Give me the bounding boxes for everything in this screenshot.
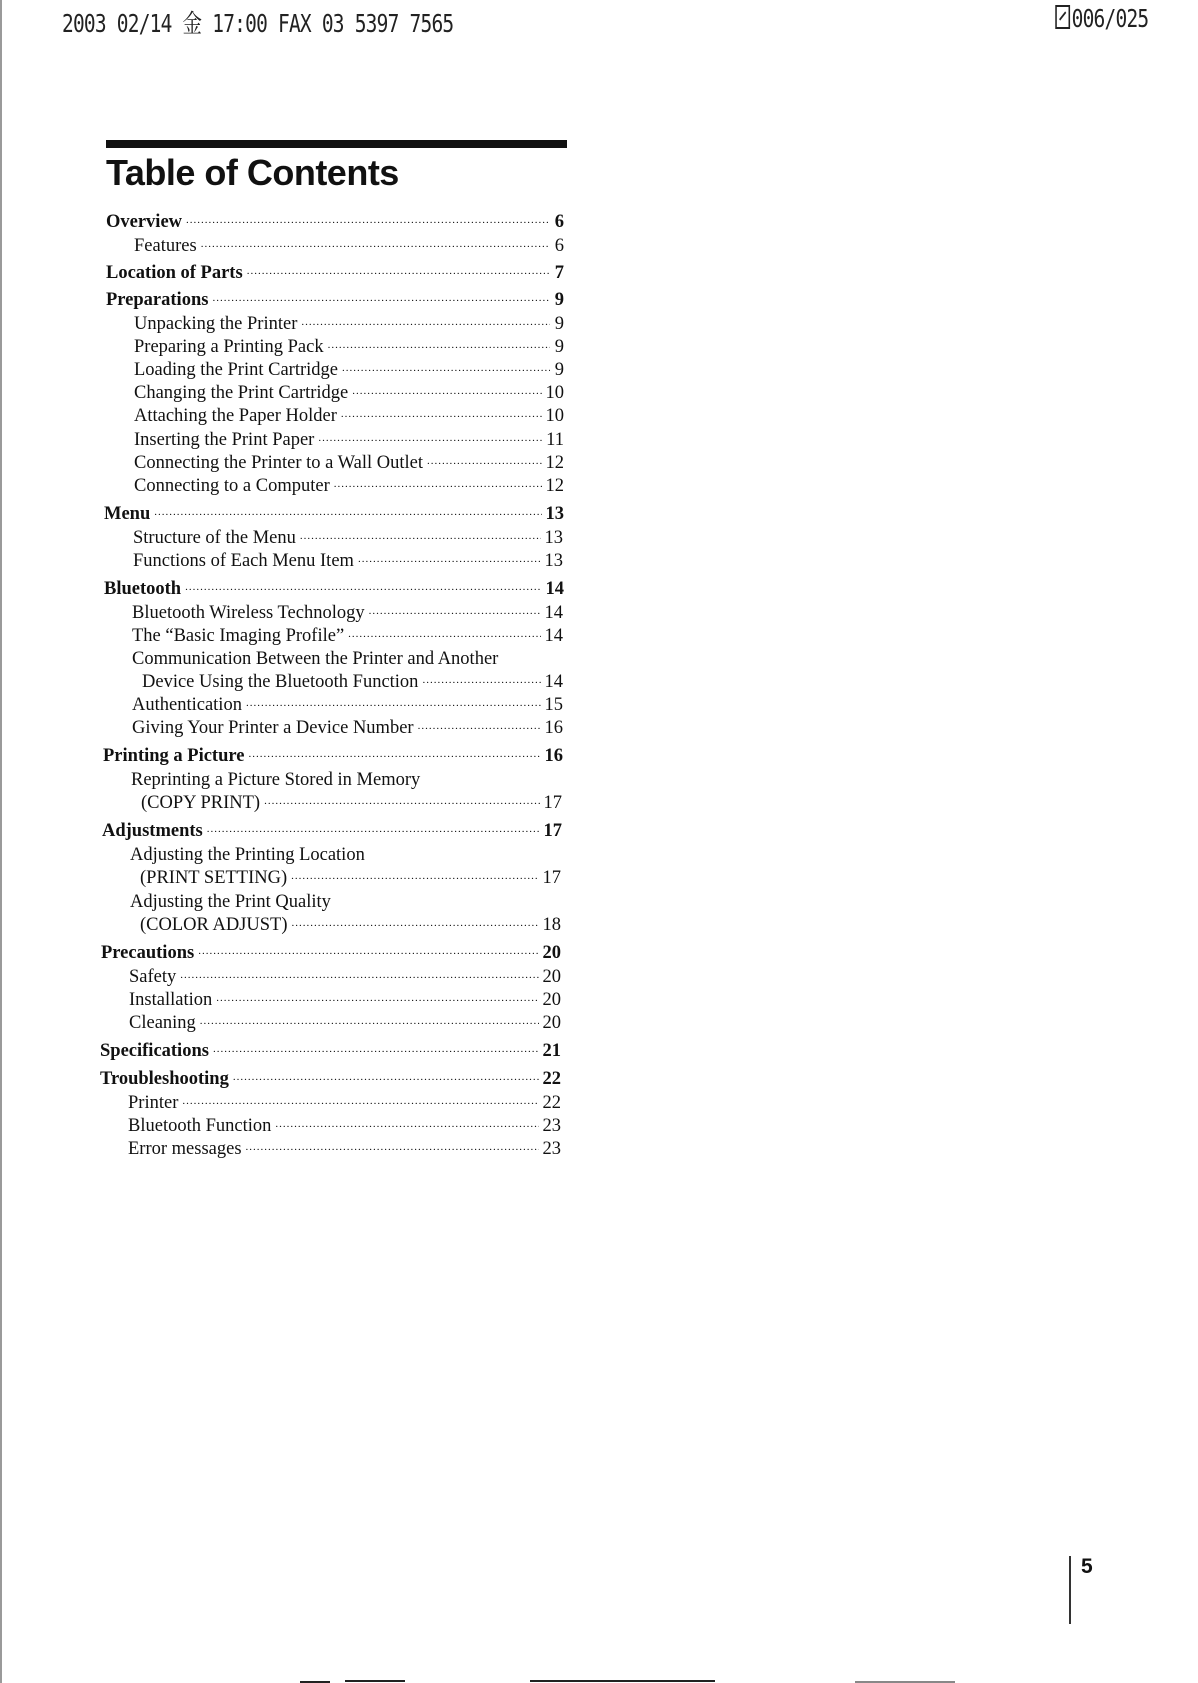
fax-page-counter (1055, 4, 1148, 33)
toc-entry-ts-printer (128, 1092, 561, 1114)
toc-entry-location-of-parts (106, 262, 564, 284)
leader-dots (422, 679, 540, 693)
toc-label: Structure of the Menu (133, 528, 296, 548)
toc-label: Preparing a Printing Pack (134, 337, 324, 357)
toc-entry-troubleshooting (100, 1068, 561, 1090)
toc-page: 13 (544, 551, 563, 571)
page-title: Table of Contents (106, 152, 399, 193)
toc-page: 13 (544, 528, 563, 548)
toc-page: 17 (543, 793, 562, 813)
toc-label: Menu (104, 504, 151, 524)
leader-dots (264, 800, 539, 814)
toc-entry-menu (104, 503, 564, 525)
leader-dots (341, 413, 542, 427)
fax-page-counter-text: 006/025 (1071, 4, 1148, 33)
toc-page: 20 (542, 943, 561, 963)
toc-label: Attaching the Paper Holder (134, 406, 337, 426)
toc-entry-menu-functions (133, 550, 563, 572)
toc-entry-changing-cartridge (134, 382, 564, 404)
toc-label: Precautions (101, 943, 195, 963)
page-number-rule (1069, 1556, 1071, 1624)
leader-dots (185, 586, 541, 600)
leader-dots (200, 1020, 539, 1034)
toc-entry-specifications (100, 1040, 561, 1062)
leader-dots (207, 828, 540, 842)
toc-label: Error messages (128, 1139, 242, 1159)
page-number: 5 (1081, 1555, 1093, 1578)
toc-label: Changing the Print Cartridge (134, 383, 349, 403)
leader-dots (248, 753, 540, 767)
toc-entry-menu-structure (133, 527, 563, 549)
toc-page: 7 (554, 263, 564, 283)
toc-entry-bt-bip (132, 625, 563, 647)
title-rule (106, 140, 567, 148)
toc-page: 20 (542, 967, 561, 987)
toc-page: 18 (542, 915, 561, 935)
toc-label: Device Using the Bluetooth Function (142, 672, 419, 692)
toc-page: 16 (544, 718, 563, 738)
toc-entry-ts-errors (128, 1138, 561, 1160)
toc-entry-preparations (106, 289, 564, 311)
toc-page: 14 (544, 626, 563, 646)
toc-entry-adjustments (102, 820, 562, 842)
toc-page: 23 (542, 1139, 561, 1159)
leader-dots (246, 702, 541, 716)
toc-label: Inserting the Print Paper (134, 430, 315, 450)
toc-page: 10 (545, 383, 564, 403)
toc-entry-unpacking (134, 313, 564, 335)
toc-page: 17 (543, 821, 562, 841)
scan-artifact (530, 1680, 715, 1682)
leader-dots (275, 1123, 538, 1137)
toc-label: (PRINT SETTING) (140, 868, 288, 888)
toc-page: 14 (544, 672, 563, 692)
scan-artifact (345, 1680, 405, 1682)
toc-page: 6 (554, 212, 564, 232)
leader-dots (154, 511, 541, 525)
toc-label: Troubleshooting (100, 1069, 229, 1089)
toc-page: 20 (542, 990, 561, 1010)
toc-label: Adjustments (102, 821, 203, 841)
toc-label: Unpacking the Printer (134, 314, 298, 334)
toc-label: Features (134, 236, 197, 256)
leader-dots (292, 922, 539, 936)
toc-page: 9 (554, 360, 564, 380)
toc-entry-inserting-paper (134, 429, 564, 451)
toc-entry-reprinting (141, 792, 562, 814)
leader-dots (216, 997, 538, 1011)
toc-label: (COLOR ADJUST) (140, 915, 288, 935)
toc-page: 15 (544, 695, 563, 715)
leader-dots (342, 367, 550, 381)
toc-page: 6 (554, 236, 564, 256)
toc-page: 9 (554, 314, 564, 334)
toc-entry-cleaning (129, 1012, 561, 1034)
leader-dots (418, 725, 541, 739)
leader-dots (301, 321, 550, 335)
toc-page: 17 (542, 868, 561, 888)
toc-entry-loading-cartridge (134, 359, 564, 381)
toc-label: Giving Your Printer a Device Number (132, 718, 414, 738)
leader-dots (300, 535, 541, 549)
toc-entry-bt-wireless (132, 602, 563, 624)
leader-dots (233, 1076, 539, 1090)
toc-page: 14 (545, 579, 564, 599)
leader-dots (201, 243, 550, 257)
toc-label: Cleaning (129, 1013, 196, 1033)
fax-box-icon (1055, 5, 1070, 29)
leader-dots (358, 558, 541, 572)
scan-left-edge (0, 0, 2, 1683)
toc-entry-printing-picture (103, 745, 563, 767)
leader-dots (198, 950, 538, 964)
toc-entry-precautions (101, 942, 561, 964)
leader-dots (186, 219, 550, 233)
toc-entry-connecting-wall (134, 452, 564, 474)
leader-dots (348, 633, 540, 647)
toc-page: 9 (554, 290, 564, 310)
toc-label: Safety (129, 967, 177, 987)
toc-entry-features (134, 235, 564, 257)
toc-entry-adj-quality-line1: Adjusting the Print Quality (130, 892, 331, 912)
toc-page: 10 (545, 406, 564, 426)
toc-label: The “Basic Imaging Profile” (132, 626, 345, 646)
toc-entry-preparing-pack (134, 336, 564, 358)
leader-dots (180, 974, 538, 988)
toc-page: 11 (546, 430, 564, 450)
toc-entry-adj-location-line1: Adjusting the Printing Location (130, 845, 365, 865)
toc-label: Preparations (106, 290, 209, 310)
toc-label: Overview (106, 212, 183, 232)
leader-dots (334, 483, 542, 497)
toc-entry-installation (129, 989, 561, 1011)
toc-page: 21 (542, 1041, 561, 1061)
toc-page: 14 (544, 603, 563, 623)
toc-entry-attaching-holder (134, 405, 564, 427)
leader-dots (246, 1146, 539, 1160)
toc-page: 12 (545, 476, 564, 496)
leader-dots (182, 1100, 538, 1114)
toc-page: 13 (545, 504, 564, 524)
toc-label: Location of Parts (106, 263, 243, 283)
toc-label: Functions of Each Menu Item (133, 551, 354, 571)
toc-label: Printing a Picture (103, 746, 245, 766)
toc-label: Connecting the Printer to a Wall Outlet (134, 453, 423, 473)
toc-label: Bluetooth Wireless Technology (132, 603, 365, 623)
toc-entry-reprinting-line1: Reprinting a Picture Stored in Memory (131, 770, 421, 790)
toc-entry-connecting-computer (134, 475, 564, 497)
toc-page: 12 (545, 453, 564, 473)
toc-label: Connecting to a Computer (134, 476, 330, 496)
toc-page: 23 (542, 1116, 561, 1136)
leader-dots (369, 610, 541, 624)
leader-dots (213, 1048, 539, 1062)
toc-entry-bt-comm-line1: Communication Between the Printer and Another (132, 649, 499, 669)
leader-dots (247, 270, 550, 284)
toc-entry-overview (106, 211, 564, 233)
leader-dots (328, 344, 550, 358)
leader-dots (318, 437, 542, 451)
toc-page: 20 (542, 1013, 561, 1033)
toc-entry-adj-quality (140, 914, 561, 936)
toc-label: Loading the Print Cartridge (134, 360, 338, 380)
leader-dots (291, 875, 538, 889)
toc-page: 22 (542, 1093, 561, 1113)
toc-entry-adj-location (140, 867, 561, 889)
toc-entry-safety (129, 966, 561, 988)
toc-page: 16 (544, 746, 563, 766)
fax-header: 2003 02/14 金 17:00 FAX 03 5397 7565 (62, 9, 454, 38)
toc-label: Installation (129, 990, 213, 1010)
toc-label: Bluetooth (104, 579, 182, 599)
toc-label: (COPY PRINT) (141, 793, 261, 813)
toc-label: Specifications (100, 1041, 209, 1061)
toc-page: 22 (542, 1069, 561, 1089)
toc-entry-bluetooth (104, 578, 564, 600)
toc-label: Bluetooth Function (128, 1116, 272, 1136)
toc-label: Printer (128, 1093, 179, 1113)
leader-dots (212, 297, 550, 311)
toc-page: 9 (554, 337, 564, 357)
toc-label: Authentication (132, 695, 242, 715)
toc-entry-bt-auth (132, 694, 563, 716)
toc-entry-bt-comm (142, 671, 563, 693)
leader-dots (352, 390, 541, 404)
toc-entry-bt-device-number (132, 717, 563, 739)
toc-entry-ts-bluetooth (128, 1115, 561, 1137)
leader-dots (427, 460, 542, 474)
